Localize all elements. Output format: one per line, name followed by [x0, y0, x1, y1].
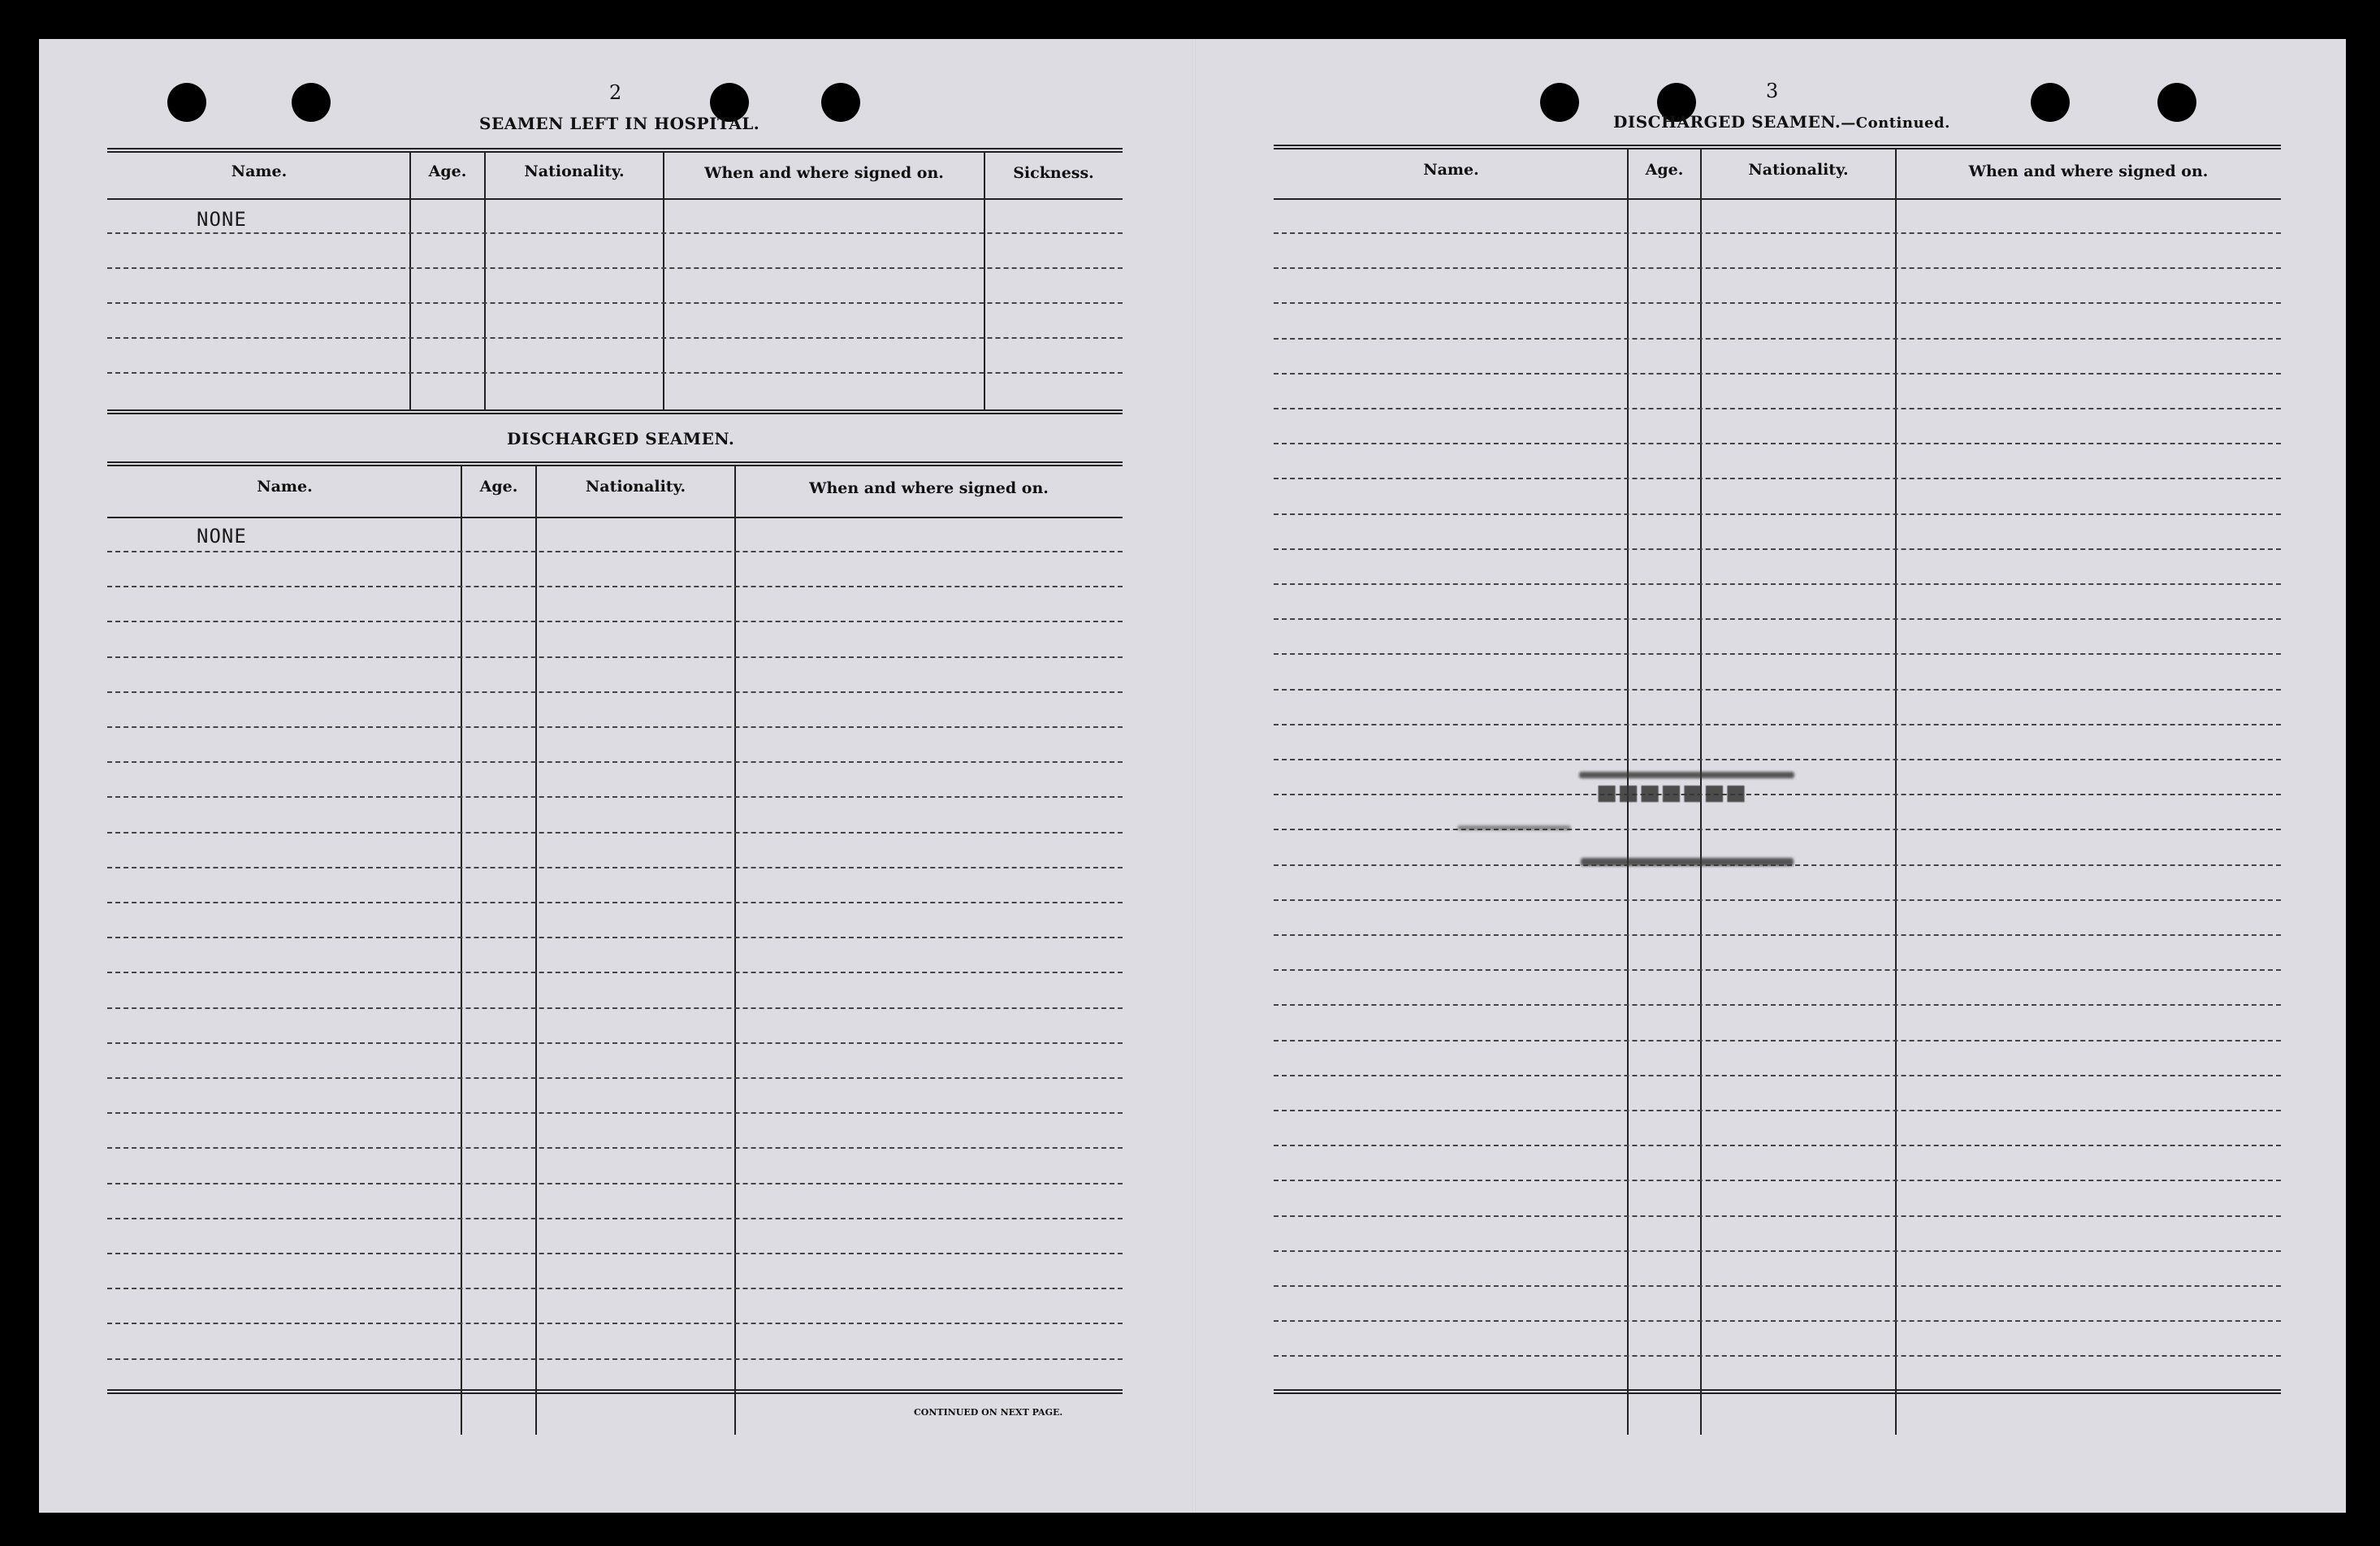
ruled-line: [1274, 759, 2281, 760]
stamp-smudge: [1457, 825, 1571, 830]
ruled-line: [107, 1007, 1123, 1009]
punch-hole: [2157, 83, 2196, 122]
ruled-line: [107, 1323, 1123, 1324]
ruled-line: [107, 1358, 1123, 1360]
ruled-line: [1274, 408, 2281, 409]
header-rule: [1274, 198, 2281, 200]
ruled-line: [1274, 1285, 2281, 1287]
ruled-line: [1274, 724, 2281, 725]
ruled-line: [1274, 1250, 2281, 1252]
ruled-line: [107, 656, 1123, 658]
ruled-line: [1274, 513, 2281, 515]
ruled-line: [107, 1183, 1123, 1184]
column-header-signed-on: When and where signed on.: [1968, 162, 2209, 180]
column-header-age: Age.: [428, 162, 467, 180]
ruled-line: [107, 372, 1123, 374]
right-page: [1192, 39, 2346, 1513]
ruled-line: [107, 302, 1123, 304]
ruled-line: [107, 761, 1123, 763]
ruled-line: [107, 1218, 1123, 1219]
ruled-line: [1274, 443, 2281, 444]
title-suffix: —Continued.: [1841, 115, 1950, 132]
ruled-line: [1274, 1110, 2281, 1111]
ruled-line: [107, 621, 1123, 622]
column-header-sickness: Sickness.: [1013, 164, 1094, 182]
column-divider: [535, 466, 537, 1435]
column-header-nationality: Nationality.: [1748, 161, 1849, 179]
table-top-rule: [1274, 145, 2281, 149]
ruled-line: [1274, 338, 2281, 340]
ruled-line: [107, 1077, 1123, 1079]
column-header-age: Age.: [479, 478, 518, 496]
ruled-line: [1274, 1004, 2281, 1006]
ruled-line: [1274, 899, 2281, 901]
table-bottom-rule: [107, 409, 1123, 414]
page-number: 2: [609, 81, 622, 104]
page-number: 3: [1766, 80, 1779, 102]
ruled-line: [1274, 618, 2281, 620]
ruled-line: [1274, 689, 2281, 691]
column-header-nationality: Nationality.: [585, 478, 686, 496]
header-rule: [107, 517, 1123, 518]
ruled-line: [107, 1288, 1123, 1289]
column-header-name: Name.: [257, 478, 313, 496]
discharged-entry: NONE: [197, 525, 247, 548]
ruled-line: [1274, 1355, 2281, 1357]
ruled-line: [1274, 548, 2281, 550]
column-divider: [734, 466, 736, 1435]
punch-hole: [167, 83, 206, 122]
ruled-line: [107, 551, 1123, 552]
ruled-line: [1274, 1075, 2281, 1076]
left-page: [39, 39, 1192, 1513]
ruled-line: [107, 337, 1123, 339]
ruled-line: [107, 796, 1123, 798]
column-header-signed-on: When and where signed on.: [704, 164, 944, 182]
punch-hole: [1540, 83, 1579, 122]
ruled-line: [107, 902, 1123, 903]
ruled-line: [107, 726, 1123, 728]
ruled-line: [1274, 653, 2281, 655]
ruled-line: [107, 267, 1123, 269]
column-header-nationality: Nationality.: [524, 162, 625, 180]
punch-hole: [2031, 83, 2070, 122]
ruled-line: [107, 1112, 1123, 1114]
ruled-line: [107, 586, 1123, 587]
document-sheet: [39, 39, 2346, 1513]
ruled-line: [1274, 267, 2281, 269]
ruled-line: [1274, 478, 2281, 479]
ruled-line: [1274, 232, 2281, 234]
ruled-line: [1274, 302, 2281, 304]
ruled-line: [107, 691, 1123, 693]
header-rule: [107, 198, 1123, 200]
table-bottom-rule: [107, 1389, 1123, 1394]
ruled-line: [1274, 373, 2281, 375]
discharged-section-title: DISCHARGED SEAMEN.: [507, 429, 735, 448]
title-main: DISCHARGED SEAMEN.: [1613, 112, 1841, 132]
continued-footer: CONTINUED ON NEXT PAGE.: [914, 1407, 1063, 1418]
column-divider: [461, 466, 462, 1435]
table-top-rule: [107, 461, 1123, 466]
ruled-line: [1274, 1040, 2281, 1041]
ruled-line: [107, 867, 1123, 868]
column-header-name: Name.: [1423, 161, 1479, 179]
ruled-line: [1274, 583, 2281, 585]
column-header-age: Age.: [1645, 161, 1684, 179]
ruled-line: [107, 972, 1123, 973]
table-top-rule: [107, 148, 1123, 153]
stamp-smudge: [1581, 858, 1794, 866]
ruled-line: [107, 1147, 1123, 1149]
hospital-entry: NONE: [197, 208, 247, 231]
punch-hole: [821, 83, 860, 122]
table-bottom-rule: [1274, 1389, 2281, 1394]
punch-hole: [292, 83, 331, 122]
ruled-line: [1274, 969, 2281, 971]
column-header-signed-on: When and where signed on.: [809, 479, 1049, 497]
hospital-section-title: SEAMEN LEFT IN HOSPITAL.: [479, 114, 760, 133]
ruled-line: [1274, 934, 2281, 936]
discharged-continued-title: [1613, 112, 1950, 132]
ruled-line: [107, 1253, 1123, 1254]
stamp-smudge: [1579, 772, 1794, 778]
ruled-line: [107, 832, 1123, 834]
ruled-line: [1274, 1180, 2281, 1181]
ruled-line: [1274, 794, 2281, 795]
ruled-line: [1274, 1215, 2281, 1217]
ruled-line: [107, 937, 1123, 938]
ruled-line: [107, 1042, 1123, 1044]
stamp-mark: ▀▀▀▀▀▀▀: [1599, 786, 1750, 819]
column-divider: [1895, 149, 1897, 1435]
ruled-line: [1274, 1320, 2281, 1322]
column-header-name: Name.: [231, 162, 288, 180]
ruled-line: [1274, 1145, 2281, 1146]
ruled-line: [1274, 829, 2281, 830]
ruled-line: [107, 232, 1123, 234]
